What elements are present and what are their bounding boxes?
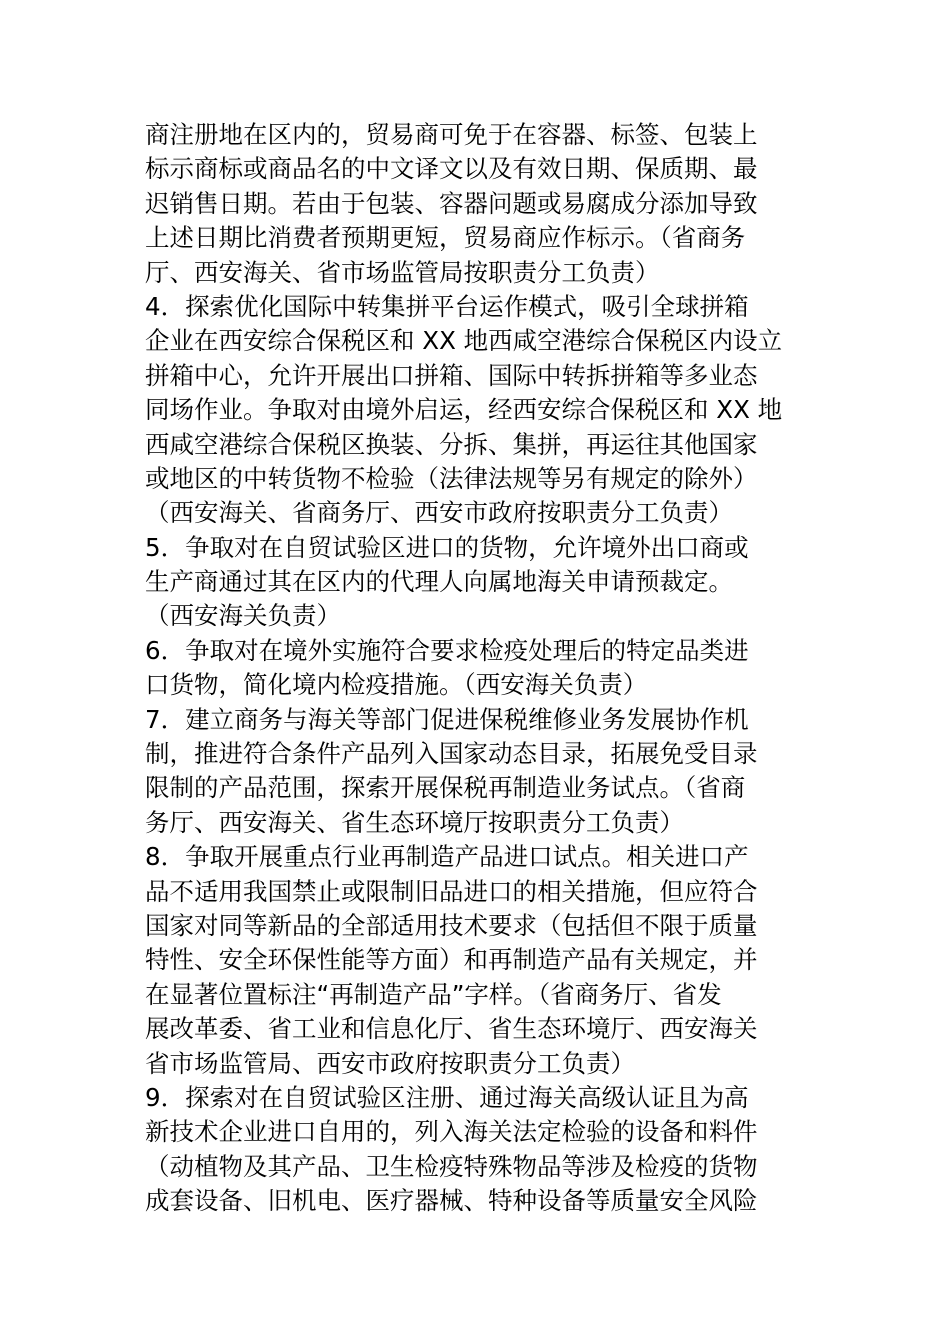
text-line: 迟销售日期。若由于包装、容器问题或易腐成分添加导致: [145, 188, 758, 218]
text-line: 口货物，简化境内检疫措施。（西安海关负责）: [145, 670, 648, 700]
text-line: 企业在西安综合保税区和 XX 地西咸空港综合保税区内设立: [145, 326, 783, 356]
text-line: 商注册地在区内的，贸易商可免于在容器、标签、包装上: [145, 120, 758, 149]
text-line: 国家对同等新品的全部适用技术要求（包括但不限于质量: [145, 910, 758, 940]
text-line: 上述日期比消费者预期更短，贸易商应作标示。（省商务: [145, 223, 746, 253]
text-line: 制，推进符合条件产品列入国家动态目录，拓展免受目录: [145, 739, 758, 769]
item-6-first-line: 6．争取对在境外实施符合要求检疫处理后的特定品类进: [145, 635, 749, 665]
text-line: 新技术企业进口自用的，列入海关法定检验的设备和料件: [145, 1117, 758, 1147]
item-9-first-line: 9．探索对在自贸试验区注册、通过海关高级认证且为高: [145, 1082, 749, 1112]
item-8-first-line: 8．争取开展重点行业再制造产品进口试点。相关进口产: [145, 842, 749, 872]
text-line: 特性、安全环保性能等方面）和再制造产品有关规定，并: [145, 945, 758, 975]
text-line: 标示商标或商品名的中文译文以及有效日期、保质期、最: [145, 154, 758, 184]
text-line: 品不适用我国禁止或限制旧品进口的相关措施，但应符合: [145, 876, 758, 906]
text-line: 展改革委、省工业和信息化厅、省生态环境厅、西安海关: [145, 1014, 758, 1044]
item-5-first-line: 5．争取对在自贸试验区进口的货物，允许境外出口商或: [145, 532, 749, 562]
body-text: [145, 118, 815, 1219]
text-line: （动植物及其产品、卫生检疫特殊物品等涉及检疫的货物: [145, 1151, 758, 1181]
text-line: 在显著位置标注“再制造产品”字样。（省商务厅、省发: [145, 979, 722, 1009]
text-line: 或地区的中转货物不检验（法律法规等另有规定的除外）: [145, 463, 758, 493]
text-line: 限制的产品范围，探索开展保税再制造业务试点。（省商: [145, 773, 746, 803]
text-line: 拼箱中心，允许开展出口拼箱、国际中转拆拼箱等多业态: [145, 360, 758, 390]
text-line: 务厅、西安海关、省生态环境厅按职责分工负责）: [145, 807, 684, 837]
text-line: 生产商通过其在区内的代理人向属地海关申请预裁定。: [145, 567, 733, 597]
text-line: 厅、西安海关、省市场监管局按职责分工负责）: [145, 257, 660, 287]
text-line: 同场作业。争取对由境外启运，经西安综合保税区和 XX 地: [145, 395, 783, 425]
text-line: 成套设备、旧机电、医疗器械、特种设备等质量安全风险: [145, 1186, 758, 1216]
item-4-first-line: 4．探索优化国际中转集拼平台运作模式，吸引全球拼箱: [145, 291, 749, 321]
text-line: 省市场监管局、西安市政府按职责分工负责）: [145, 1048, 635, 1078]
text-line: 西咸空港综合保税区换装、分拆、集拼，再运往其他国家: [145, 429, 758, 459]
text-line: （西安海关、省商务厅、西安市政府按职责分工负责）: [145, 498, 733, 528]
text-line: （西安海关负责）: [145, 601, 341, 631]
item-7-first-line: 7．建立商务与海关等部门促进保税维修业务发展协作机: [145, 704, 749, 734]
